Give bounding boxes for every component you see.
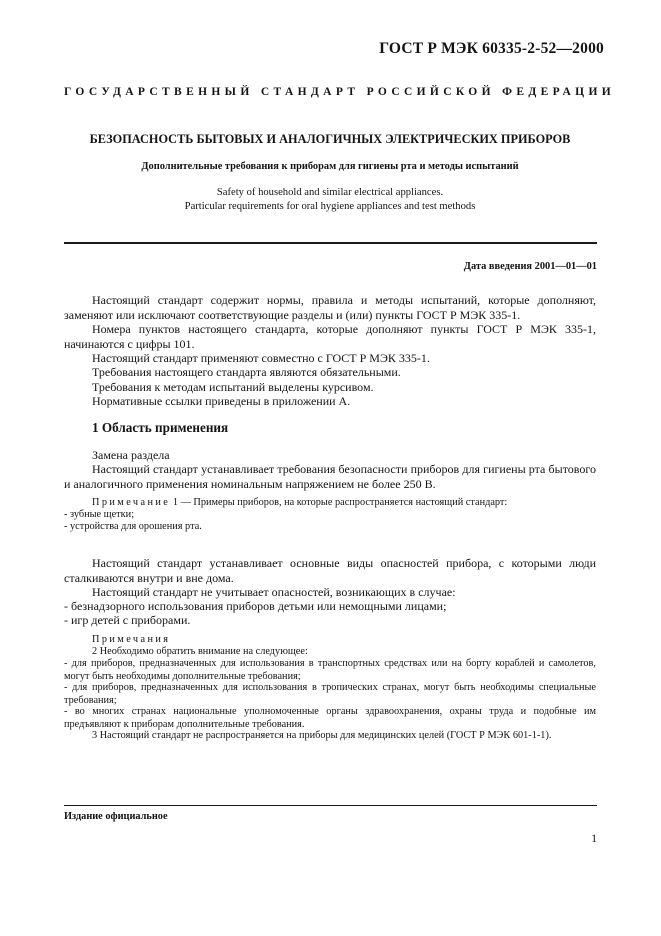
intro-paragraph: Настоящий стандарт содержит нормы, правила и методы испытаний, которые дополняют, заменяют или исключают соответствующие разделы и (или) пункты ГОСТ Р МЭК 335-1. <box>64 293 596 322</box>
note-1-label: Примечание <box>92 497 171 508</box>
intro-paragraph: Нормативные ссылки приведены в приложении А. <box>92 394 351 408</box>
note-item: - для приборов, предназначенных для использования в тропических странах, могут быть необходимы специальные требования; <box>64 682 596 706</box>
english-title <box>64 186 596 214</box>
replace-note: Замена раздела <box>92 448 170 462</box>
note-1-text: 1 — Примеры приборов, на которые распространяется настоящий стандарт: <box>170 497 508 508</box>
intro-paragraph: Требования настоящего стандарта являются обязательными. <box>92 365 401 379</box>
note-item: 2 Необходимо обратить внимание на следующее: <box>92 646 308 657</box>
intro-paragraph: Настоящий стандарт применяют совместно с ГОСТ Р МЭК 335-1. <box>92 351 430 365</box>
document-number: ГОСТ Р МЭК 60335-2-52—2000 <box>379 40 604 57</box>
scope-paragraph: Настоящий стандарт устанавливает требования безопасности приборов для гигиены рта бытового и аналогичного применения номинальным напряжением не более 250 В. <box>64 462 596 491</box>
note-item: 3 Настоящий стандарт не распространяется на приборы для медицинских целей (ГОСТ Р МЭК 601-1-1). <box>92 730 552 741</box>
intro-paragraph: Требования к методам испытаний выделены курсивом. <box>92 380 374 394</box>
english-title-line-2: Particular requirements for oral hygiene appliances and test methods <box>184 201 476 212</box>
notes-label: Примечания <box>92 634 171 645</box>
page-number: 1 <box>591 833 597 845</box>
english-title-line-1: Safety of household and similar electrical appliances. <box>216 187 444 198</box>
section-heading: 1 Область применения <box>92 420 229 435</box>
not-covered-item: - безнадзорного использования приборов детьми или немощными лицами; <box>64 599 447 613</box>
note-item: - для приборов, предназначенных для использования в транспортных средствах или на борту кораблей и самолетов, могут быть необходимы дополнительные требования; <box>64 658 596 682</box>
intro-paragraph: Номера пунктов настоящего стандарта, которые дополняют пункты ГОСТ Р МЭК 335-1, начинаются с цифры 101. <box>64 322 596 351</box>
not-covered-paragraph: Настоящий стандарт не учитывает опасностей, возникающих в случае: <box>92 585 456 599</box>
document-title: БЕЗОПАСНОСТЬ БЫТОВЫХ И АНАЛОГИЧНЫХ ЭЛЕКТРИЧЕСКИХ ПРИБОРОВ <box>89 132 571 146</box>
note-1-item: - зубные щетки; <box>64 509 135 520</box>
introduction-date: Дата введения 2001—01—01 <box>463 261 597 272</box>
note-item: - во многих странах национальные уполномоченные органы здравоохранения, охраны труда и подобные им предъявляют к приборам дополнительные требования. <box>64 706 596 730</box>
state-standard-heading: ГОСУДАРСТВЕННЫЙ СТАНДАРТ РОССИЙСКОЙ ФЕДЕРАЦИИ <box>64 86 616 98</box>
not-covered-item: - игр детей с приборами. <box>64 613 191 627</box>
hazards-paragraph: Настоящий стандарт устанавливает основные виды опасностей прибора, с которыми люди сталкиваются внутри и вне дома. <box>64 556 596 585</box>
footer-divider <box>64 805 597 806</box>
document-subtitle: Дополнительные требования к приборам для гигиены рта и методы испытаний <box>141 161 519 172</box>
edition-label: Издание официальное <box>64 811 168 822</box>
note-1-item: - устройства для орошения рта. <box>64 521 202 532</box>
header-divider <box>64 242 597 244</box>
note-1 <box>64 497 596 510</box>
